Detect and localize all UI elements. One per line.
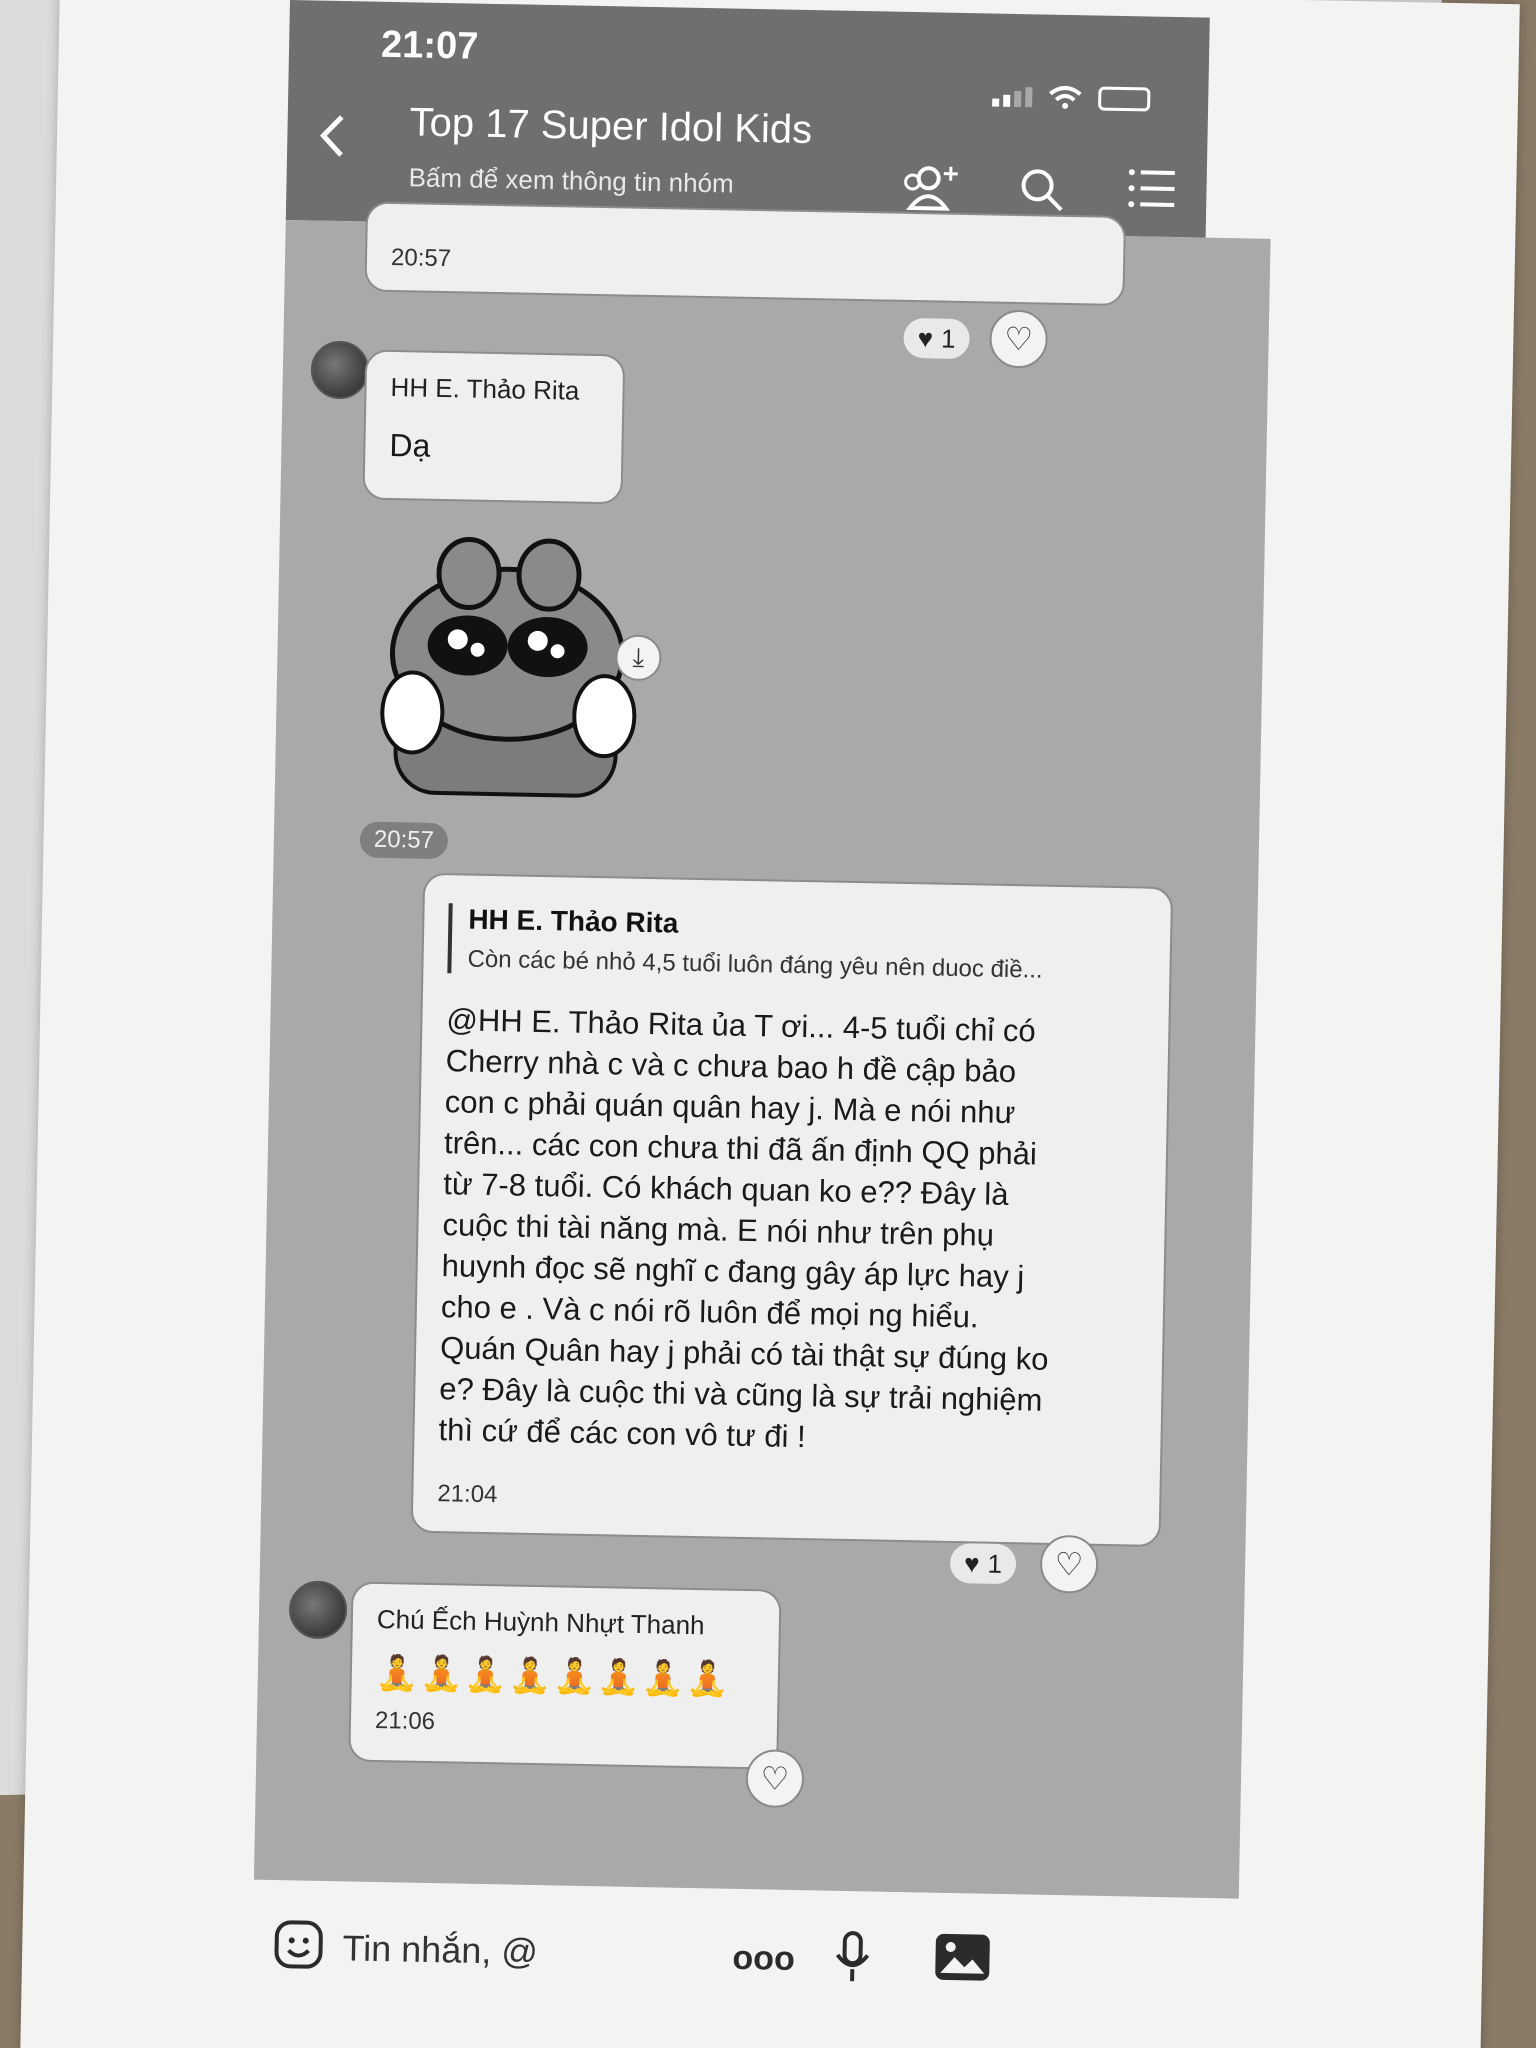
quote-text: Còn các bé nhỏ 4,5 tuổi luôn đáng yêu nên duoc điề...: [467, 945, 1043, 984]
reaction-count[interactable]: ♥ 1: [950, 1543, 1017, 1584]
heart-outline-icon: ♡: [1054, 1545, 1084, 1583]
heart-filled-icon: ♥: [917, 322, 934, 353]
photo-button[interactable]: [932, 1931, 993, 1995]
printed-screen: [254, 0, 1270, 1979]
download-icon: ⤓: [632, 641, 645, 672]
message-bubble[interactable]: [364, 201, 1126, 306]
reaction-count[interactable]: ♥ 1: [903, 318, 970, 359]
message-bubble[interactable]: [411, 873, 1174, 1547]
search-icon: [1016, 164, 1067, 215]
avatar[interactable]: [289, 1580, 348, 1639]
sticker-button[interactable]: [272, 1918, 325, 1982]
status-time: 21:07: [380, 23, 479, 68]
signal-icon: [992, 87, 1032, 108]
message-time: 21:04: [437, 1480, 498, 1509]
heart-filled-icon: ♥: [963, 1547, 980, 1579]
wifi-icon: [1048, 85, 1082, 112]
message-emoji: 🧘🧘🧘🧘🧘🧘🧘🧘: [375, 1653, 731, 1699]
heart-outline-icon: ♡: [1003, 320, 1034, 358]
cat-sticker[interactable]: [375, 532, 660, 812]
quoted-message[interactable]: [447, 903, 1146, 986]
microphone-icon: [832, 1929, 873, 1986]
chat-area: [254, 220, 1271, 1899]
status-icons: [992, 84, 1150, 113]
message-bubble[interactable]: [362, 350, 625, 505]
react-button[interactable]: [745, 1749, 804, 1808]
group-title[interactable]: Top 17 Super Idol Kids: [409, 100, 813, 153]
message-input[interactable]: Tin nhắn, @: [342, 1927, 539, 1973]
group-subtitle[interactable]: Bấm để xem thông tin nhóm: [408, 162, 735, 199]
sender-name: HH E. Thảo Rita: [390, 372, 580, 406]
message-composer: [251, 1880, 1239, 2048]
back-button[interactable]: [317, 113, 348, 172]
message-time: 20:57: [390, 243, 452, 273]
quote-sender: HH E. Thảo Rita: [468, 903, 679, 939]
menu-button[interactable]: [1126, 166, 1177, 221]
message-text: @HH E. Thảo Rita ủa T ơi... 4-5 tuổi chỉ có Cherry nhà c và c chưa bao h đề cập bảo con c phải quán quân hay j. Mà e nói như trên... các con chưa thi đã ấn định QQ phải từ 7-8 tuổi. Có khách quan ko e?? Đây là cuộc thi tài năng mà. E nói như trên phụ huynh đọc sẽ nghĩ c đang gây áp lực hay j cho e . Và c nói rõ luôn để mọi ng hiểu. Quán Quân hay j phải có tài thật sự đúng ko e? Đây là cuộc thi và cũng là sự trải nghiệm thì cứ để các con vô tư đi !: [438, 1002, 1049, 1455]
sender-name: Chú Ếch Huỳnh Nhựt Thanh: [376, 1603, 705, 1641]
more-button[interactable]: ooo: [732, 1938, 796, 1979]
react-button[interactable]: [989, 309, 1048, 368]
chevron-left-icon: [317, 113, 348, 160]
battery-icon: [1098, 87, 1150, 112]
message-text: Dạ: [389, 426, 431, 464]
message-bubble[interactable]: [348, 1581, 781, 1769]
add-user-icon: [896, 162, 961, 213]
message-time: 21:06: [374, 1706, 436, 1736]
sticker-time: 20:57: [360, 821, 449, 859]
image-icon: [932, 1931, 993, 1984]
voice-button[interactable]: [832, 1929, 873, 1997]
list-icon: [1126, 166, 1177, 211]
react-button[interactable]: [1040, 1535, 1099, 1594]
smiley-icon: [272, 1918, 325, 1971]
heart-outline-icon: ♡: [760, 1760, 790, 1797]
avatar[interactable]: [310, 340, 369, 399]
